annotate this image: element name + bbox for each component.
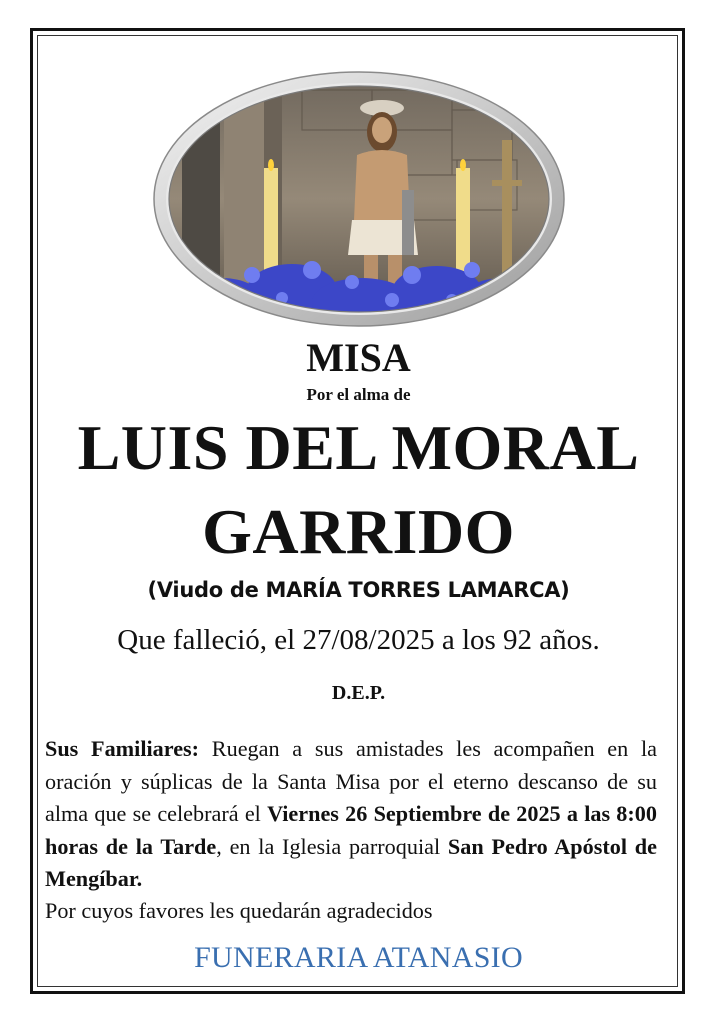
- mass-heading: MISA: [306, 335, 411, 380]
- deceased-name-line1: LUIS DEL MORAL: [77, 412, 640, 483]
- widow-note: (Viudo de MARÍA TORRES LAMARCA): [147, 578, 570, 602]
- rest-in-peace: D.E.P.: [331, 682, 386, 704]
- announcement-paragraph: [45, 733, 657, 896]
- mass-date-time: Viernes 26 Septiembre de 2025 a las 8:00 horas de la Tarde: [45, 801, 657, 859]
- announcement-text2: , en la Iglesia parroquial: [216, 833, 448, 859]
- announcement-text1: Ruegan a sus amistades les acompañen en la oración y súplicas de la Santa Misa por el eterno descanso de su alma que se celebrará el: [45, 736, 657, 826]
- announcement-lead: Sus Familiares:: [45, 736, 200, 761]
- death-notice: Que falleció, el 27/08/2025 a los 92 años.: [117, 624, 600, 656]
- religious-statue-photo: [152, 70, 566, 328]
- deceased-name-line2: GARRIDO: [202, 496, 515, 567]
- thanks-line: Por cuyos favores les quedarán agradecidos: [45, 898, 433, 923]
- church-name: San Pedro Apóstol de Mengíbar.: [45, 833, 657, 891]
- funeral-home-name: FUNERARIA ATANASIO: [194, 941, 523, 974]
- for-the-soul-of: Por el alma de: [306, 385, 411, 404]
